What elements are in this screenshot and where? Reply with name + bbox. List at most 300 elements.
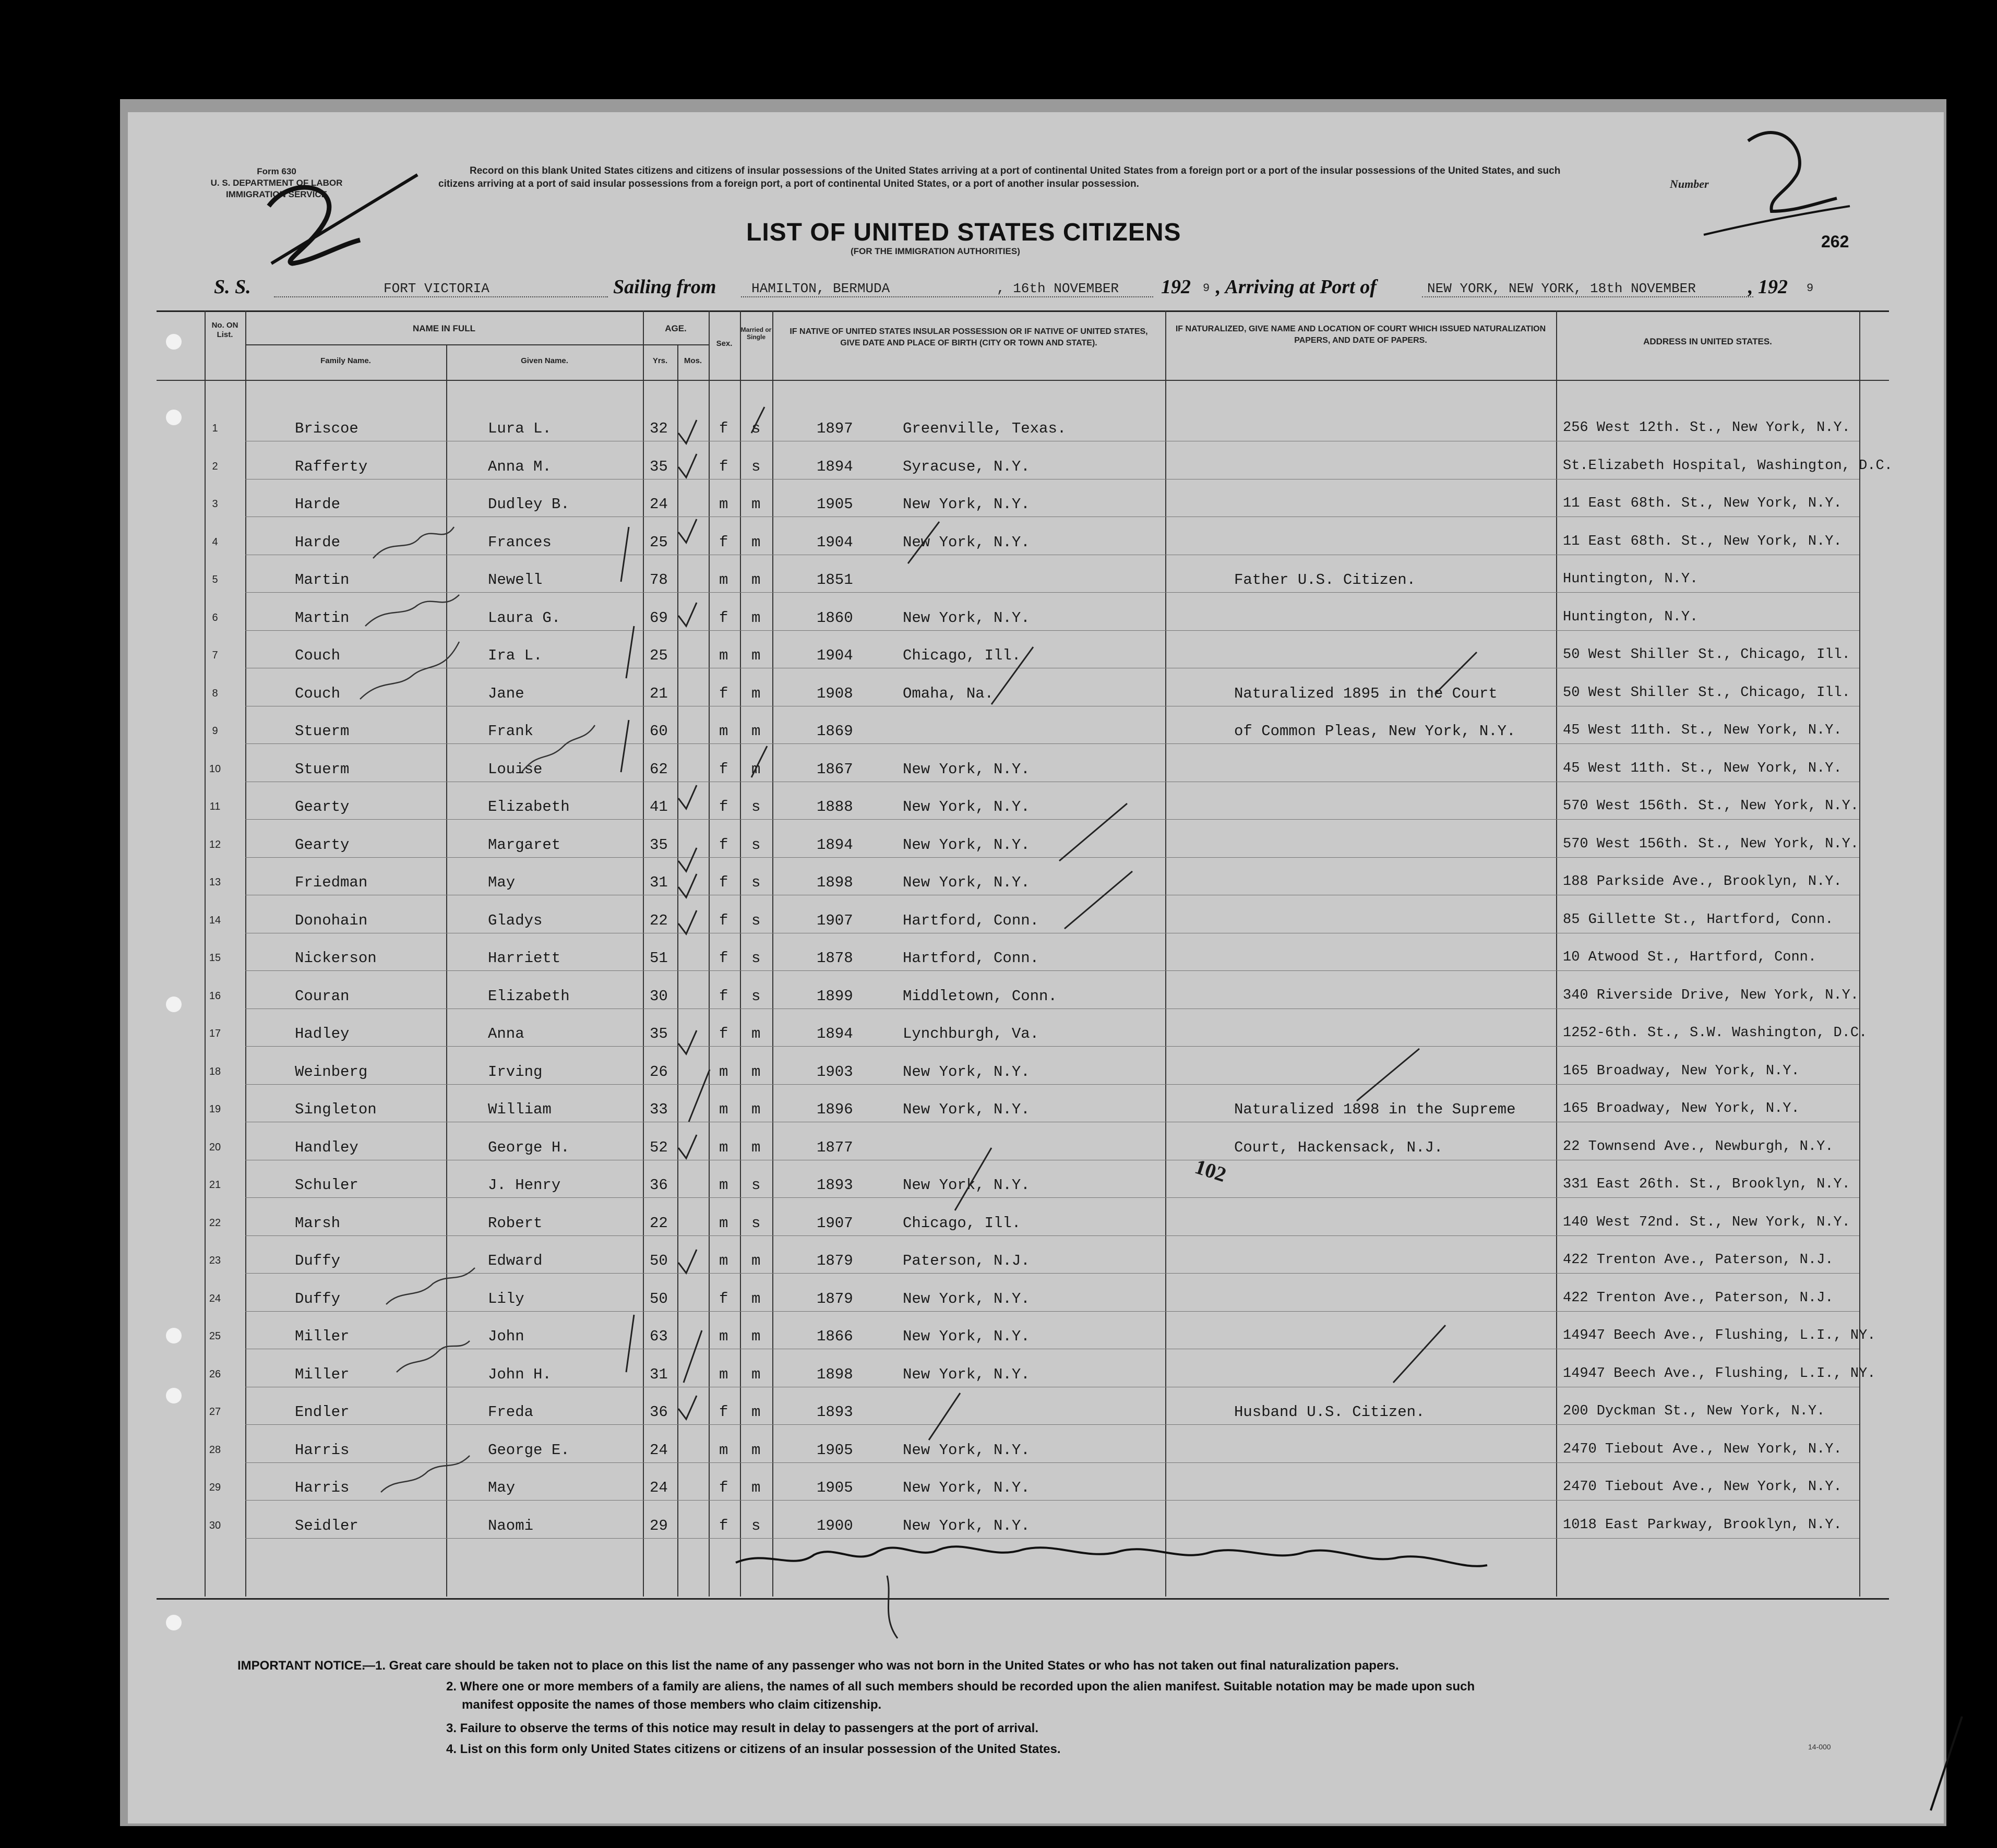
family-name: Harris xyxy=(295,1441,350,1459)
marital-status: m xyxy=(751,647,761,664)
notice-item-1: —1. Great care should be taken not to place on this list the name of any passenger who was not born in the United States or who has not taken out final naturalization papers. xyxy=(363,1659,1399,1673)
birth-place: New York, N.Y. xyxy=(903,1063,1030,1081)
departure-date: , 16th NOVEMBER xyxy=(997,281,1119,296)
age-years: 63 xyxy=(650,1328,668,1345)
marital-status: s xyxy=(751,1177,761,1194)
row-number: 9 xyxy=(212,725,218,737)
age-years: 26 xyxy=(650,1063,668,1081)
birth-year: 1905 xyxy=(817,1441,853,1459)
age-years: 24 xyxy=(650,496,668,513)
us-address: 14947 Beech Ave., Flushing, L.I., NY. xyxy=(1563,1365,1876,1382)
birth-year: 1908 xyxy=(817,685,853,702)
family-name: Miller xyxy=(295,1328,350,1345)
us-address: 14947 Beech Ave., Flushing, L.I., NY. xyxy=(1563,1328,1876,1343)
us-address: 11 East 68th. St., New York, N.Y. xyxy=(1563,496,1842,511)
age-years: 69 xyxy=(650,609,668,627)
birth-place: Chicago, Ill. xyxy=(903,647,1021,664)
row-number: 6 xyxy=(212,611,218,623)
row-number: 30 xyxy=(209,1519,221,1531)
given-name: Margaret xyxy=(488,836,561,854)
year-digit-1: 9 xyxy=(1203,282,1210,295)
age-years: 32 xyxy=(650,420,668,437)
departure-port: HAMILTON, BERMUDA xyxy=(751,281,890,296)
birth-place: New York, N.Y. xyxy=(903,1101,1030,1118)
row-number: 18 xyxy=(209,1065,221,1077)
birth-year: 1903 xyxy=(817,1063,853,1081)
birth-place: New York, N.Y. xyxy=(903,496,1030,513)
birth-year: 1905 xyxy=(817,496,853,513)
birth-place: Middletown, Conn. xyxy=(903,987,1057,1005)
marital-status: m xyxy=(751,1441,761,1459)
family-name: Martin xyxy=(295,609,350,627)
birth-year: 1894 xyxy=(817,1025,853,1042)
row-number: 10 xyxy=(209,763,221,775)
age-years: 31 xyxy=(650,874,668,891)
marital-status: s xyxy=(751,950,761,967)
given-name: Ira L. xyxy=(488,647,543,664)
marital-status: m xyxy=(751,496,761,513)
notice-item-2-cont: manifest opposite the names of those members who claim citizenship. xyxy=(462,1698,882,1712)
row-number: 4 xyxy=(212,536,218,548)
sex: f xyxy=(719,1479,728,1496)
age-years: 29 xyxy=(650,1517,668,1534)
us-address: 10 Atwood St., Hartford, Conn. xyxy=(1563,950,1817,965)
given-name: May xyxy=(488,1479,516,1496)
given-name: Freda xyxy=(488,1403,534,1421)
birth-year: 1893 xyxy=(817,1403,853,1421)
given-name: Newell xyxy=(488,571,543,589)
naturalization: Court, Hackensack, N.J. xyxy=(1234,1138,1443,1156)
given-name: Lily xyxy=(488,1290,524,1307)
us-address: 200 Dyckman St., New York, N.Y. xyxy=(1563,1403,1825,1419)
us-address: Huntington, N.Y. xyxy=(1563,571,1699,587)
family-name: Marsh xyxy=(295,1214,341,1232)
record-instructions: Record on this blank United States citizens and citizens of insular possessions of the United States arriving at a port of continental United States from a foreign port or a port of the insular possessions of the United States, and such citizens arriving at a port of said insular possessions from a foreign port, a port of continental United States, or a port of another insular possession. xyxy=(438,165,1561,189)
given-name: Naomi xyxy=(488,1517,534,1534)
year-label-1: 192 xyxy=(1161,276,1191,298)
handwritten-initials xyxy=(360,527,595,1492)
birth-place: New York, N.Y. xyxy=(903,1290,1030,1307)
marital-status: m xyxy=(751,1063,761,1081)
family-name: Hadley xyxy=(295,1025,350,1042)
birth-place: New York, N.Y. xyxy=(903,1441,1030,1459)
given-name: John H. xyxy=(488,1365,552,1383)
family-name: Stuerm xyxy=(295,723,350,740)
us-address: Huntington, N.Y. xyxy=(1563,609,1699,625)
birth-year: 1894 xyxy=(817,836,853,854)
birth-place: New York, N.Y. xyxy=(903,874,1030,891)
age-years: 78 xyxy=(650,571,668,589)
birth-year: 1860 xyxy=(817,609,853,627)
sex: f xyxy=(719,1403,728,1421)
row-number: 14 xyxy=(209,914,221,926)
naturalization: Husband U.S. Citizen. xyxy=(1234,1403,1425,1421)
us-address: 50 West Shiller St., Chicago, Ill. xyxy=(1563,647,1850,663)
marital-status: m xyxy=(751,1138,761,1156)
row-number: 23 xyxy=(209,1255,221,1266)
us-address: 422 Trenton Ave., Paterson, N.J. xyxy=(1563,1252,1834,1268)
naturalization: Father U.S. Citizen. xyxy=(1234,571,1416,589)
age-years: 36 xyxy=(650,1177,668,1194)
us-address: 50 West Shiller St., Chicago, Ill. xyxy=(1563,685,1850,701)
given-name: Robert xyxy=(488,1214,543,1232)
given-name: Lura L. xyxy=(488,420,552,437)
age-years: 60 xyxy=(650,723,668,740)
family-name: Gearty xyxy=(295,836,350,854)
year-label-2: , 192 xyxy=(1748,276,1788,298)
birth-year: 1866 xyxy=(817,1328,853,1345)
row-number: 19 xyxy=(209,1103,221,1115)
birth-year: 1896 xyxy=(817,1101,853,1118)
birth-place: New York, N.Y. xyxy=(903,1479,1030,1496)
us-address: 256 West 12th. St., New York, N.Y. xyxy=(1563,420,1850,436)
row-number: 28 xyxy=(209,1444,221,1456)
given-name: J. Henry xyxy=(488,1177,561,1194)
sex: f xyxy=(719,911,728,929)
birth-place: Hartford, Conn. xyxy=(903,911,1039,929)
age-years: 41 xyxy=(650,798,668,815)
family-name: Harde xyxy=(295,533,341,551)
birth-place: Chicago, Ill. xyxy=(903,1214,1021,1232)
us-address: 22 Townsend Ave., Newburgh, N.Y. xyxy=(1563,1138,1834,1155)
marital-status: m xyxy=(751,609,761,627)
sex: m xyxy=(719,496,728,513)
form-code: 14-000 xyxy=(1808,1743,1831,1751)
birth-place: Omaha, Na. xyxy=(903,685,994,702)
col-name-group-header: NAME IN FULL xyxy=(413,323,475,333)
birth-place: New York, N.Y. xyxy=(903,798,1030,815)
row-number: 16 xyxy=(209,990,221,1002)
family-name: Seidler xyxy=(295,1517,358,1534)
birth-place: Hartford, Conn. xyxy=(903,950,1039,967)
row-number: 24 xyxy=(209,1292,221,1304)
marital-status: m xyxy=(751,1025,761,1042)
given-name: Laura G. xyxy=(488,609,561,627)
row-number: 12 xyxy=(209,838,221,850)
sex: f xyxy=(719,1517,728,1534)
birth-year: 1888 xyxy=(817,798,853,815)
given-name: Anna xyxy=(488,1025,524,1042)
col-mos-header: Mos. xyxy=(684,356,702,365)
year-digit-2: 9 xyxy=(1807,282,1814,295)
handwritten-number-value xyxy=(1748,133,1837,211)
row-number: 8 xyxy=(212,687,218,699)
given-name: Frances xyxy=(488,533,552,551)
sex: f xyxy=(719,760,728,778)
arrival-port: NEW YORK, NEW YORK, 18th NOVEMBER xyxy=(1427,281,1696,296)
family-name: Harris xyxy=(295,1479,350,1496)
notice-item-3: 3. Failure to observe the terms of this notice may result in delay to passengers at the port of arrival. xyxy=(446,1721,1038,1735)
birth-place: New York, N.Y. xyxy=(903,1365,1030,1383)
family-name: Handley xyxy=(295,1138,358,1156)
signature-flourish xyxy=(887,1576,898,1638)
age-years: 25 xyxy=(650,533,668,551)
given-name: George H. xyxy=(488,1138,570,1156)
given-name: Elizabeth xyxy=(488,798,570,815)
given-name: Anna M. xyxy=(488,458,552,475)
birth-year: 1900 xyxy=(817,1517,853,1534)
us-address: 340 Riverside Drive, New York, N.Y. xyxy=(1563,987,1859,1003)
sex: f xyxy=(719,1025,728,1042)
page-subtitle: (FOR THE IMMIGRATION AUTHORITIES) xyxy=(851,246,1020,256)
sex: f xyxy=(719,798,728,815)
birth-place: New York, N.Y. xyxy=(903,1328,1030,1345)
family-name: Briscoe xyxy=(295,420,358,437)
given-name: Jane xyxy=(488,685,524,702)
marital-status: s xyxy=(751,836,761,854)
col-family-header: Family Name. xyxy=(320,356,371,365)
col-married-header: Married or Single xyxy=(740,326,772,341)
col-no-header: No. ON List. xyxy=(211,321,238,339)
age-years: 35 xyxy=(650,458,668,475)
age-years: 33 xyxy=(650,1101,668,1118)
age-years: 22 xyxy=(650,1214,668,1232)
age-years: 62 xyxy=(650,760,668,778)
birth-year: 1893 xyxy=(817,1177,853,1194)
birth-place: Greenville, Texas. xyxy=(903,420,1067,437)
ss-label: S. S. xyxy=(214,276,251,298)
col-sex-header: Sex. xyxy=(716,339,733,348)
family-name: Stuerm xyxy=(295,760,350,778)
family-name: Rafferty xyxy=(295,458,368,475)
naturalization: Naturalized 1895 in the Court xyxy=(1234,685,1498,702)
family-name: Martin xyxy=(295,571,350,589)
row-number: 1 xyxy=(212,423,218,434)
birth-year: 1851 xyxy=(817,571,853,589)
row-number: 21 xyxy=(209,1179,221,1191)
us-address: 2470 Tiebout Ave., New York, N.Y. xyxy=(1563,1441,1842,1457)
sex: f xyxy=(719,950,728,967)
sex: f xyxy=(719,1290,728,1307)
family-name: Endler xyxy=(295,1403,350,1421)
us-address: 1018 East Parkway, Brooklyn, N.Y. xyxy=(1563,1517,1842,1533)
marital-status: m xyxy=(751,1101,761,1118)
age-years: 22 xyxy=(650,911,668,929)
marital-status: m xyxy=(751,1328,761,1345)
arriving-label: , Arriving at Port of xyxy=(1216,276,1377,298)
row-number: 2 xyxy=(212,460,218,472)
birth-year: 1878 xyxy=(817,950,853,967)
given-name: Harriett xyxy=(488,950,561,967)
family-name: Couch xyxy=(295,647,341,664)
service-name: IMMIGRATION SERVICE xyxy=(226,189,327,199)
marital-status: s xyxy=(751,458,761,475)
sex: f xyxy=(719,987,728,1005)
family-name: Nickerson xyxy=(295,950,377,967)
us-address: 188 Parkside Ave., Brooklyn, N.Y. xyxy=(1563,874,1842,890)
us-address: 11 East 68th. St., New York, N.Y. xyxy=(1563,533,1842,549)
sex: f xyxy=(719,420,728,437)
family-name: Couran xyxy=(295,987,350,1005)
stamp-number: 102 xyxy=(1192,1154,1229,1187)
marital-status: m xyxy=(751,760,761,778)
sex: m xyxy=(719,1138,728,1156)
number-label: Number xyxy=(1670,177,1709,190)
sex: f xyxy=(719,458,728,475)
page-title: LIST OF UNITED STATES CITIZENS xyxy=(746,219,1181,246)
birth-place: New York, N.Y. xyxy=(903,1517,1030,1534)
birth-place: Lynchburgh, Va. xyxy=(903,1025,1039,1042)
row-number: 15 xyxy=(209,952,221,964)
us-address: 570 West 156th. St., New York, N.Y. xyxy=(1563,798,1859,814)
ship-name: FORT VICTORIA xyxy=(384,281,489,296)
us-address: 2470 Tiebout Ave., New York, N.Y. xyxy=(1563,1479,1842,1495)
age-years: 52 xyxy=(650,1138,668,1156)
marital-status: s xyxy=(751,798,761,815)
sex: m xyxy=(719,1063,728,1081)
us-address: 85 Gillette St., Hartford, Conn. xyxy=(1563,911,1834,928)
marital-status: s xyxy=(751,874,761,891)
age-years: 21 xyxy=(650,685,668,702)
page-number: 262 xyxy=(1821,232,1849,251)
marital-status: m xyxy=(751,571,761,589)
birth-year: 1904 xyxy=(817,533,853,551)
sex: m xyxy=(719,1252,728,1269)
notice-item-4: 4. List on this form only United States citizens or citizens of an insular possession of the United States. xyxy=(446,1742,1061,1756)
given-name: May xyxy=(488,874,516,891)
age-years: 31 xyxy=(650,1365,668,1383)
given-name: Elizabeth xyxy=(488,987,570,1005)
given-name: Edward xyxy=(488,1252,543,1269)
row-number: 22 xyxy=(209,1217,221,1229)
birth-year: 1877 xyxy=(817,1138,853,1156)
age-years: 24 xyxy=(650,1479,668,1496)
col-address-header: ADDRESS IN UNITED STATES. xyxy=(1643,337,1772,346)
corner-mark xyxy=(1931,1717,1962,1810)
marital-status: m xyxy=(751,1365,761,1383)
family-name: Miller xyxy=(295,1365,350,1383)
us-address: 45 West 11th. St., New York, N.Y. xyxy=(1563,760,1842,776)
row-number: 11 xyxy=(209,801,221,812)
birth-year: 1897 xyxy=(817,420,853,437)
sex: m xyxy=(719,1177,728,1194)
given-name: William xyxy=(488,1101,552,1118)
us-address: St.Elizabeth Hospital, Washington, D.C. xyxy=(1563,458,1893,474)
notice-heading: IMPORTANT NOTICE. xyxy=(237,1659,365,1673)
given-name: Irving xyxy=(488,1063,543,1081)
birth-year: 1907 xyxy=(817,911,853,929)
age-years: 36 xyxy=(650,1403,668,1421)
marital-status: s xyxy=(751,987,761,1005)
row-number: 7 xyxy=(212,650,218,661)
birth-place: New York, N.Y. xyxy=(903,1177,1030,1194)
marital-status: m xyxy=(751,1479,761,1496)
birth-year: 1894 xyxy=(817,458,853,475)
sex: m xyxy=(719,1365,728,1383)
given-name: Gladys xyxy=(488,911,543,929)
marital-status: m xyxy=(751,533,761,551)
sex: m xyxy=(719,723,728,740)
birth-place: New York, N.Y. xyxy=(903,533,1030,551)
sex: m xyxy=(719,571,728,589)
age-years: 35 xyxy=(650,836,668,854)
row-number: 5 xyxy=(212,574,218,585)
birth-place: New York, N.Y. xyxy=(903,760,1030,778)
birth-year: 1907 xyxy=(817,1214,853,1232)
age-years: 50 xyxy=(650,1252,668,1269)
sex: f xyxy=(719,836,728,854)
sex: m xyxy=(719,1441,728,1459)
row-number: 17 xyxy=(209,1028,221,1039)
given-name: Dudley B. xyxy=(488,496,570,513)
sex: f xyxy=(719,874,728,891)
age-years: 25 xyxy=(650,647,668,664)
naturalization: of Common Pleas, New York, N.Y. xyxy=(1234,723,1516,740)
age-years: 35 xyxy=(650,1025,668,1042)
birth-place: New York, N.Y. xyxy=(903,836,1030,854)
family-name: Duffy xyxy=(295,1252,341,1269)
birth-year: 1869 xyxy=(817,723,853,740)
col-naturalized-header: IF NATURALIZED, GIVE NAME AND LOCATION OF COURT WHICH ISSUED NATURALIZATION PAPERS, AND DATE OF PAPERS. xyxy=(1175,325,1546,345)
birth-year: 1899 xyxy=(817,987,853,1005)
us-address: 165 Broadway, New York, N.Y. xyxy=(1563,1101,1800,1117)
age-years: 24 xyxy=(650,1441,668,1459)
sailing-label: Sailing from xyxy=(613,276,716,298)
given-name: Louise xyxy=(488,760,543,778)
family-name: Friedman xyxy=(295,874,368,891)
birth-year: 1879 xyxy=(817,1290,853,1307)
age-years: 50 xyxy=(650,1290,668,1307)
family-name: Schuler xyxy=(295,1177,358,1194)
form-number: Form 630 xyxy=(257,166,296,176)
family-name: Singleton xyxy=(295,1101,377,1118)
birth-year: 1905 xyxy=(817,1479,853,1496)
col-given-header: Given Name. xyxy=(521,356,568,365)
family-name: Weinberg xyxy=(295,1063,368,1081)
handwritten-corner-number xyxy=(269,187,360,263)
notice-item-2: 2. Where one or more members of a family are aliens, the names of all such members should be recorded upon the alien manifest. Suitable notation may be made upon such xyxy=(446,1679,1475,1694)
sex: f xyxy=(719,685,728,702)
marital-status: m xyxy=(751,1252,761,1269)
row-number: 13 xyxy=(209,877,221,888)
given-name: John xyxy=(488,1328,524,1345)
marital-status: m xyxy=(751,1290,761,1307)
row-number: 29 xyxy=(209,1482,221,1493)
birth-year: 1867 xyxy=(817,760,853,778)
row-number: 20 xyxy=(209,1141,221,1153)
row-number: 26 xyxy=(209,1368,221,1380)
marital-status: s xyxy=(751,1214,761,1232)
us-address: 331 East 26th. St., Brooklyn, N.Y. xyxy=(1563,1177,1850,1192)
row-number: 27 xyxy=(209,1406,221,1418)
us-address: 140 West 72nd. St., New York, N.Y. xyxy=(1563,1214,1850,1230)
marital-status: s xyxy=(751,420,761,437)
marital-status: m xyxy=(751,723,761,740)
col-age-header: AGE. xyxy=(665,323,687,333)
family-name: Donohain xyxy=(295,911,368,929)
inspector-signature xyxy=(736,1546,1487,1566)
birth-year: 1904 xyxy=(817,647,853,664)
col-yrs-header: Yrs. xyxy=(652,356,668,365)
check-marks xyxy=(621,407,1477,1440)
age-years: 30 xyxy=(650,987,668,1005)
naturalization: Naturalized 1898 in the Supreme xyxy=(1234,1101,1516,1118)
family-name: Harde xyxy=(295,496,341,513)
sex: m xyxy=(719,647,728,664)
row-number: 3 xyxy=(212,498,218,510)
sex: m xyxy=(719,1101,728,1118)
birth-place: New York, N.Y. xyxy=(903,609,1030,627)
marital-status: s xyxy=(751,1517,761,1534)
birth-place: Syracuse, N.Y. xyxy=(903,458,1030,475)
sex: f xyxy=(719,533,728,551)
birth-year: 1898 xyxy=(817,874,853,891)
marital-status: s xyxy=(751,911,761,929)
age-years: 51 xyxy=(650,950,668,967)
us-address: 1252-6th. St., S.W. Washington, D.C. xyxy=(1563,1025,1868,1041)
birth-place: Paterson, N.J. xyxy=(903,1252,1030,1269)
col-birth-header: IF NATIVE OF UNITED STATES INSULAR POSSESSION OR IF NATIVE OF UNITED STATES, GIVE DATE AND PLACE OF BIRTH (CITY OR TOWN AND STATE). xyxy=(790,327,1148,347)
